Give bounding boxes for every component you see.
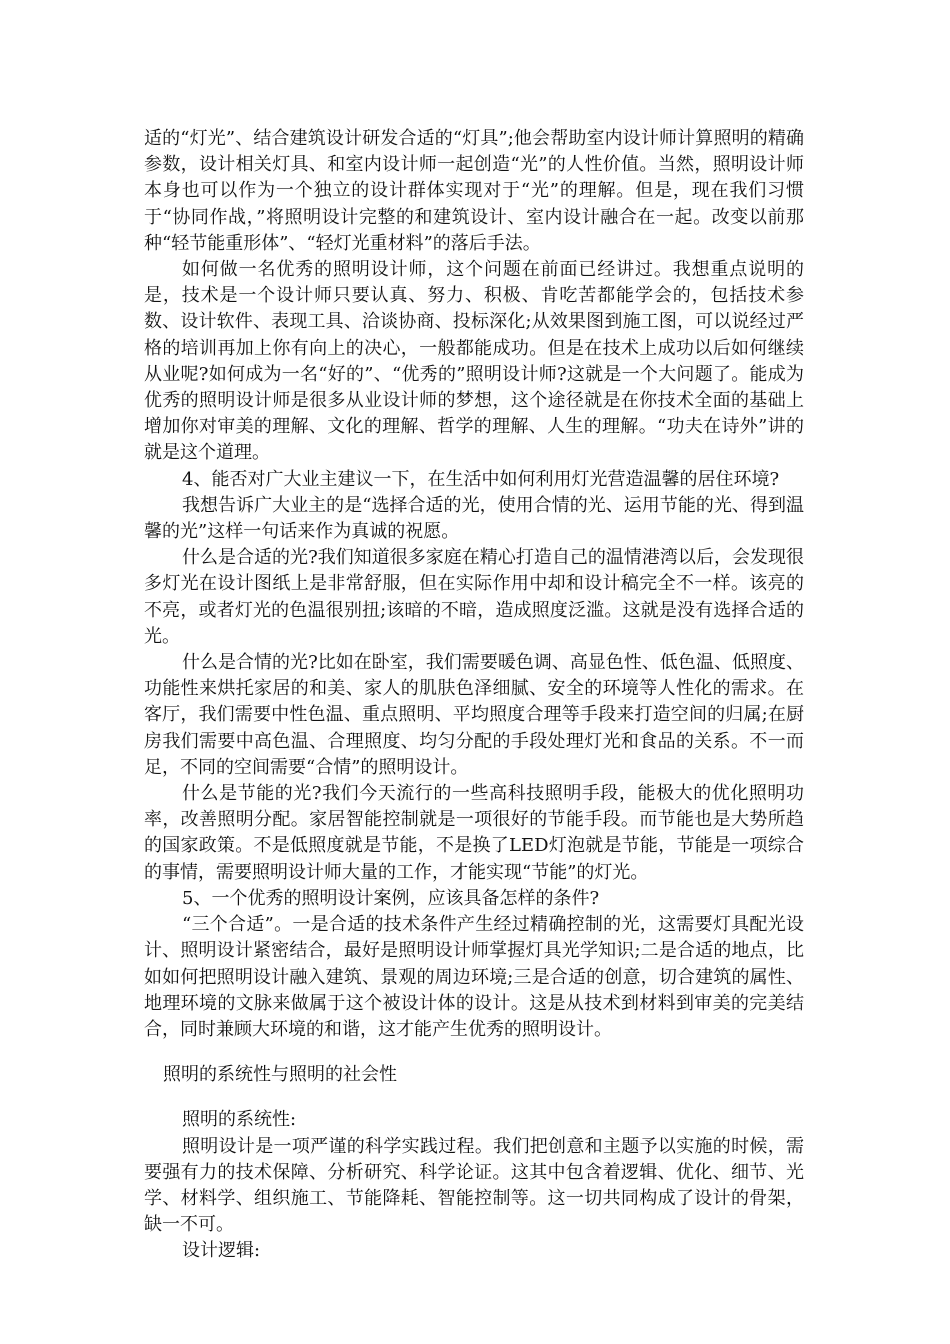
paragraph-designer-growth: 如何做一名优秀的照明设计师，这个问题在前面已经讲过。我想重点说明的是，技术是一个设计师只要认真、努力、积极、肯吃苦都能学会的，包括技术参数、设计软件、表现工具、洽谈协商、投标深化;从效果图到施工图，可以说经过严格的培训再加上你有向上的决心，一般都能成功。但是在技术上成功以后如何继续从业呢?如何成为一名“好的”、“优秀的”照明设计师?这就是一个大问题了。能成为优秀的照明设计师是很多从业设计师的梦想，这个途径就是在你技术全面的基础上增加你对审美的理解、文化的理解、哲学的理解、人生的理解。“功夫在诗外”讲的就是这个道理。: [144, 259, 804, 464]
subheading-systematic: 照明的系统性:: [182, 1109, 297, 1131]
paragraph-suitable-light: 什么是合适的光?我们知道很多家庭在精心打造自己的温情港湾以后，会发现很多灯光在设计图纸上是非常舒服，但在实际作用中却和设计稿完全不一样。该亮的不亮，或者灯光的色温很别扭;该暗的不暗，造成照度泛滥。这就是没有选择合适的光。: [144, 547, 804, 647]
section-heading: 照明的系统性与照明的社会性: [163, 1064, 397, 1086]
paragraph-energy-saving-light: 什么是节能的光?我们今天流行的一些高科技照明手段，能极大的优化照明功率，改善照明分配。家居智能控制就是一项很好的节能手段。而节能也是大势所趋的国家政策。不是低照度就是节能，不是换了LED灯泡就是节能，节能是一项综合的事情，需要照明设计师大量的工作，才能实现“节能”的灯光。: [144, 783, 804, 883]
question-4: 4、能否对广大业主建议一下，在生活中如何利用灯光营造温馨的居住环境?: [182, 468, 780, 490]
paragraph-three-suitables: “三个合适”。一是合适的技术条件产生经过精确控制的光，这需要灯具配光设计、照明设计紧密结合，最好是照明设计师掌握灯具光学知识;二是合适的地点，比如如何把照明设计融入建筑、景观的周边环境;三是合适的创意，切合建筑的属性、地理环境的文脉来做属于这个被设计体的设计。这是从技术到材料到审美的完美结合，同时兼顾大环境的和谐，这才能产生优秀的照明设计。: [144, 914, 804, 1040]
subheading-design-logic: 设计逻辑:: [182, 1240, 261, 1262]
document-page: [144, 126, 804, 1265]
paragraph-emotional-light: 什么是合情的光?比如在卧室，我们需要暖色调、高显色性、低色温、低照度、功能性来烘托家居的和美、家人的肌肤色泽细腻、安全的环境等人性化的需求。在客厅，我们需要中性色温、重点照明、平均照度合理等手段来打造空间的归属;在厨房我们需要中高色温、合理照度、均匀分配的手段处理灯光和食品的关系。不一而足，不同的空间需要“合情”的照明设计。: [144, 652, 804, 778]
question-5: 5、一个优秀的照明设计案例，应该具备怎样的条件?: [182, 887, 600, 909]
paragraph-systematic: 照明设计是一项严谨的科学实践过程。我们把创意和主题予以实施的时候，需要强有力的技术保障、分析研究、科学论证。这其中包含着逻辑、优化、细节、光学、材料学、组织施工、节能降耗、智能控制等。这一切共同构成了设计的骨架，缺一不可。: [144, 1135, 804, 1236]
paragraph-continuation: 适的“灯光”、结合建筑设计研发合适的“灯具”;他会帮助室内设计师计算照明的精确参数，设计相关灯具、和室内设计师一起创造“光”的人性价值。当然，照明设计师本身也可以作为一个独立的设计群体实现对于“光”的理解。但是，现在我们习惯于“协同作战，”将照明设计完整的和建筑设计、室内设计融合在一起。改变以前那种“轻节能重形体”、“轻灯光重材料”的落后手法。: [144, 128, 804, 254]
paragraph-wish: 我想告诉广大业主的是“选择合适的光，使用合情的光、运用节能的光、得到温馨的光”这样一句话来作为真诚的祝愿。: [144, 494, 804, 543]
